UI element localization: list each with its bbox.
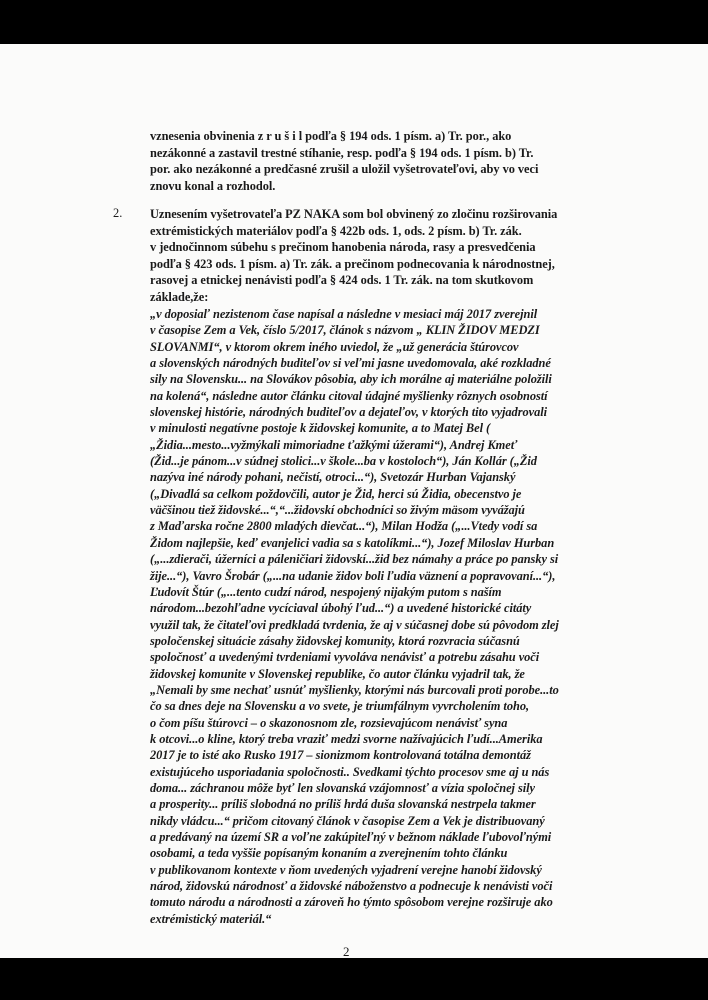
text-line: rasovej a etnickej nenávisti podľa § 424 ods. 1 Tr. zák. na tom skutkovom — [150, 273, 534, 288]
text-line: znovu konal a rozhodol. — [150, 178, 276, 193]
quote-line: „v doposiaľ nezistenom čase napísal a následne v mesiaci máj 2017 zverejnil — [150, 307, 538, 321]
quote-line: spoločnosť a uvedenými tvrdeniami vyvoláva nenávisť a potrebu zásahu voči — [150, 650, 540, 665]
quote-line: žije...“), Vavro Šrobár („...na udanie židov boli ľudia väznení a popravovaní...“), — [150, 568, 556, 583]
quote-line: SLOVANMI“, v ktorom okrem iného uviedol, že „už generácia štúrovcov — [150, 339, 519, 354]
item-number: 2. — [113, 206, 123, 220]
text-line: nezákonné a zastavil trestné stíhanie, resp. podľa § 194 ods. 1 písm. b) Tr. — [150, 145, 534, 160]
quote-line: a predávaný na území SR a voľne zakúpiteľný v bežnom náklade ľubovoľnými — [150, 830, 552, 844]
quote-line: židovskej komunite v Slovenskej republike, čo autor článku vyjadril tak, že — [150, 666, 525, 681]
quote-line: z Maďarska ročne 2800 mladých dievčat...“), Milan Hodža („...Vtedy vodí sa — [150, 519, 538, 534]
quote-line: Ľudovít Štúr („...tento cudzí národ, nespojený nijakým putom s naším — [150, 584, 502, 599]
quote-line: v minulosti negatívne postoje k židovskej komunite, a to Matej Bel ( — [150, 421, 491, 436]
quote-line: väčšinou tiež židovské...“,“...židovskí obchodníci so živým mäsom vyvážajú — [150, 503, 525, 518]
quote-line: využil tak, že čitateľovi predkladá tvrdenia, že aj v súčasnej dobe sú pôvodom zlej — [150, 617, 559, 632]
quote-line: Židom najlepšie, keď evanjelici vadia sa s katolíkmi...“), Jozef Miloslav Hurban — [150, 535, 555, 550]
text-line: vznesenia obvinenia z r u š i l podľa § 194 ods. 1 písm. a) Tr. por., ako — [150, 129, 512, 143]
quote-line: čo sa dnes deje na Slovensku a vo svete, je triumfálnym vyvrcholením toho, — [150, 699, 530, 714]
quote-line: 2017 je to isté ako Rusko 1917 – sionizmom kontrolovaná totálna demontáž — [150, 748, 531, 763]
quote-line: „Židia...mesto...vyžmýkali mimoriadne ťažkými úžerami“), Andrej Kmeť — [150, 437, 518, 452]
quote-line: a slovenských národných buditeľov si veľmi jasne uvedomovala, aké rozkladné — [150, 356, 551, 371]
text-line: v jednočinnom súbehu s prečinom hanobenia národa, rasy a presvedčenia — [150, 240, 536, 255]
quote-line: sily na Slovensku... na Slovákov pôsobia, aby ich morálne aj materiálne položili — [150, 372, 552, 387]
item-quote — [150, 306, 630, 927]
top-paragraph — [150, 128, 630, 194]
quote-line: (Žid...je pánom...v súdnej stolici...v škole...ba v kostoloch“), Ján Kollár („Žid — [150, 454, 537, 469]
quote-line: „Nemali by sme nechať usnúť myšlienky, ktorými nás burcovali proti porobe...to — [150, 682, 559, 697]
quote-line: spoločenskej situácie zásahy židovskej komunity, ktorá rozvracia súčasnú — [150, 633, 520, 648]
page-number: 2 — [343, 944, 350, 958]
quote-line: k otcovi...o kline, ktorý treba vraziť medzi svorne nažívajúcich ľudí...Amerika — [150, 731, 543, 746]
text-line: por. ako nezákonné a predčasné zrušil a uložil vyšetrovateľovi, aby vo veci — [150, 162, 539, 177]
quote-line: o čom píšu štúrovci – o skazonosnom zle, rozsievajúcom nenávisť syna — [150, 715, 508, 730]
item-intro — [150, 206, 630, 306]
quote-line: v časopise Zem a Vek, číslo 5/2017, článok s názvom „ KLIN ŽIDOV MEDZI — [150, 323, 540, 338]
bottom-black-border — [0, 958, 708, 1000]
quote-line: národ, židovskú národnosť a židovské náboženstvo a podnecuje k nenávisti voči — [150, 879, 553, 894]
text-line: extrémistických materiálov podľa § 422b ods. 1, ods. 2 písm. b) Tr. zák. — [150, 223, 522, 238]
top-black-border — [0, 0, 708, 44]
quote-line: a prosperity... príliš slobodná no príliš hrdá duša slovanská nestrpela takmer — [150, 797, 536, 812]
text-line: základe,že: — [150, 289, 209, 304]
text-line: podľa § 423 ods. 1 písm. a) Tr. zák. a prečinom podnecovania k národnostnej, — [150, 256, 555, 271]
quote-line: slovenskej histórie, národných buditeľov a dejateľov, v ktorých tito vyjadrovali — [150, 405, 547, 420]
quote-line: tomuto národu a národnosti a zároveň ho týmto spôsobom verejne rozširuje ako — [150, 895, 553, 910]
document-page — [0, 44, 708, 958]
quote-line: doma... záchranou môže byť len slovanská vzájomnosť a vízia spoločnej sily — [150, 780, 535, 795]
quote-line: osobami, a teda vyššie popísaným konaním a zverejnením tohto článku — [150, 846, 508, 861]
quote-line: („Divadlá sa celkom poždovčili, autor je Žid, herci sú Židia, obecenstvo je — [150, 486, 522, 501]
quote-line: na kolená“, následne autor článku citoval údajné myšlienky rôznych osobností — [150, 388, 548, 403]
quote-line: národom...bezohľadne vycíciaval úbohý ľud...“) a uvedené historické citáty — [150, 601, 532, 616]
text-line: Uznesením vyšetrovateľa PZ NAKA som bol obvinený zo zločinu rozširovania — [150, 207, 558, 221]
quote-line: extrémistický materiál.“ — [150, 911, 272, 926]
quote-line: („...zdierači, úžerníci a páleničiari židovskí...žid bez námahy a práce po pansky si — [150, 552, 559, 567]
quote-line: existujúceho usporiadania spoločnosti.. Svedkami týchto procesov sme aj u nás — [150, 764, 550, 779]
quote-line: nikdy vládcu...“ pričom citovaný článok v časopise Zem a Vek je distribuovaný — [150, 813, 545, 828]
quote-line: nazýva iné národy pohani, nečistí, otroci...“), Svetozár Hurban Vajanský — [150, 470, 516, 485]
quote-line: v publikovanom kontexte v ňom uvedených vyjadrení verejne hanobí židovský — [150, 862, 542, 877]
